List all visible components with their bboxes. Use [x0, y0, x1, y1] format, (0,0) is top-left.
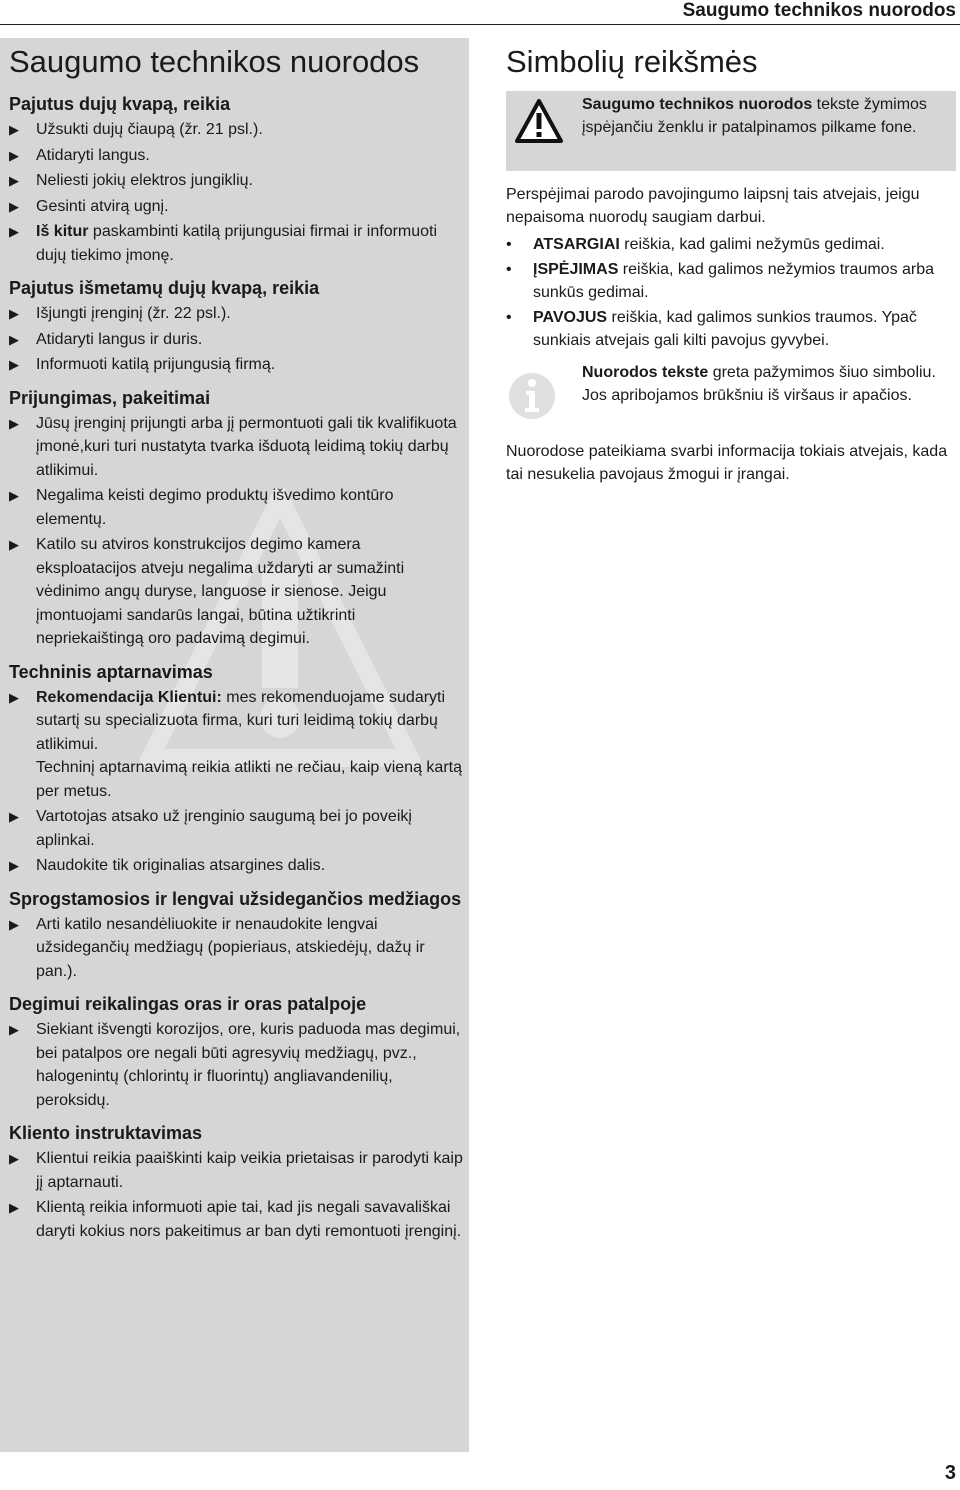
list-item: ▶ Neliesti jokių elektros jungiklių. — [9, 169, 464, 193]
section-flammables — [9, 888, 464, 984]
list-item: ▶ Iš kitur paskambinti katilą prijungusiai firmai ir informuoti dujų tiekimo įmonę. — [9, 220, 464, 267]
warnings-description: Perspėjimai parodo pavojingumo laipsnį tais atvejais, jeigu nepaisoma nuorodų saugiam darbui. — [506, 186, 920, 226]
section-installation — [9, 387, 464, 651]
header-rule — [0, 24, 960, 25]
list-item: • PAVOJUS reiškia, kad galimos sunkios traumos. Ypač sunkiais atvejais gali kilti pavojus gyvybei. — [506, 306, 956, 352]
list-item: ▶ Išjungti įrenginį (žr. 22 psl.). — [9, 302, 464, 326]
list-item: • ĮSPĖJIMAS reiškia, kad galimos nežymios traumos arba sunkūs gedimai. — [506, 258, 956, 304]
warning-triangle-icon — [514, 98, 564, 144]
warning-note-text: Saugumo technikos nuorodos tekste žymimos įspėjančiu ženklu ir patalpinamos pilkame fone. — [582, 96, 927, 136]
section-maintenance — [9, 661, 464, 878]
safety-content — [9, 38, 464, 1245]
list-item: ▶ Informuoti katilą prijungusią firmą. — [9, 353, 464, 377]
running-header: Saugumo technikos nuorodos — [682, 0, 956, 21]
list-item: • ATSARGIAI reiškia, kad galimi nežymūs gedimai. — [506, 233, 956, 256]
list-item: ▶ Rekomendacija Klientui: mes rekomenduojame sudaryti sutartį su specializuota firma, kuri turi leidimą tokių darbų atlikimui. Techninį aptarnavimą reikia atlikti ne rečiau, kaip vieną kartą per metus. — [9, 686, 464, 804]
list-item: ▶ Klientui reikia paaiškinti kaip veikia prietaisas ir parodyti kaip jį aptarnauti. — [9, 1147, 464, 1194]
list-item: ▶ Atidaryti langus ir duris. — [9, 328, 464, 352]
section-heading: Pajutus išmetamų dujų kvapą, reikia — [9, 278, 320, 298]
severity-list — [506, 233, 956, 352]
list-item: ▶ Negalima keisti degimo produktų išvedimo kontūro elementų. — [9, 484, 464, 531]
section-gas-smell — [9, 93, 464, 267]
list-item: ▶ Vartotojas atsako už įrenginio saugumą bei jo poveikį aplinkai. — [9, 805, 464, 852]
list-item: ▶ Užsukti dujų čiaupą (žr. 21 psl.). — [9, 118, 464, 142]
section-heading: Kliento instruktavimas — [9, 1123, 203, 1143]
list-item: ▶ Katilo su atviros konstrukcijos degimo kamera eksploatacijos atveju negalima uždaryti ar sumažinti vėdinimo angų duryse, languose ir sienose. Jeigu įmontuojami sandarūs langai, būtina užtikrinti nepriekaištingą oro padavimą degimui. — [9, 533, 464, 651]
page-number: 3 — [944, 1462, 956, 1484]
section-heading: Sprogstamosios ir lengvai užsidegančios medžiagos — [9, 888, 462, 909]
section-heading: Techninis aptarnavimas — [9, 661, 213, 682]
list-item: ▶ Klientą reikia informuoti apie tai, kad jis negali savavališkai daryti kokius nors pakeitimus ar ban dyti remontuoti įrenginį. — [9, 1196, 464, 1243]
safety-panel — [0, 38, 469, 1452]
section-flue-gas-smell — [9, 277, 464, 377]
info-note — [506, 362, 956, 428]
symbols-title: Simbolių reikšmės — [506, 44, 758, 79]
list-item: ▶ Jūsų įrenginį prijungti arba jį permontuoti gali tik kvalifikuota įmonė,kuri turi nustatyta tvarka išduotą leidimą tokių darbų atlikimui. — [9, 412, 464, 483]
info-icon — [508, 372, 556, 420]
info-description: Nuorodose pateikiama svarbi informacija tokiais atvejais, kada tai nesukelia pavojaus žmogui ir įrangai. — [506, 443, 948, 483]
section-customer-instruction — [9, 1122, 464, 1243]
list-item: ▶ Arti katilo nesandėliuokite ir nenaudokite lengvai užsidegančių medžiagų (popieriaus, atskiedėjų, dažų ir pan.). — [9, 913, 464, 984]
list-item: ▶ Gesinti atvirą ugnį. — [9, 195, 464, 219]
list-item: ▶ Siekiant išvengti korozijos, ore, kuris paduoda mas degimui, bei patalpos ore negali būti agresyvių medžiagų, pvz., halogenintų (chlorintų ir fluorintų) angliavandenilių, peroksidų. — [9, 1018, 464, 1112]
warning-note-box — [506, 91, 956, 171]
page-title: Saugumo technikos nuorodos — [9, 44, 420, 79]
list-item: ▶ Naudokite tik originalias atsargines dalis. — [9, 854, 464, 878]
info-note-text: Nuorodos tekste greta pažymimos šiuo simboliu. Jos apribojamos brūkšniu iš viršaus ir apačios. — [582, 364, 936, 404]
section-heading: Prijungimas, pakeitimai — [9, 387, 211, 408]
section-heading: Degimui reikalingas oras ir oras patalpoje — [9, 994, 367, 1014]
section-combustion-air — [9, 993, 464, 1112]
list-item: ▶ Atidaryti langus. — [9, 144, 464, 168]
symbols-column — [506, 38, 956, 486]
section-heading: Pajutus dujų kvapą, reikia — [9, 94, 231, 114]
